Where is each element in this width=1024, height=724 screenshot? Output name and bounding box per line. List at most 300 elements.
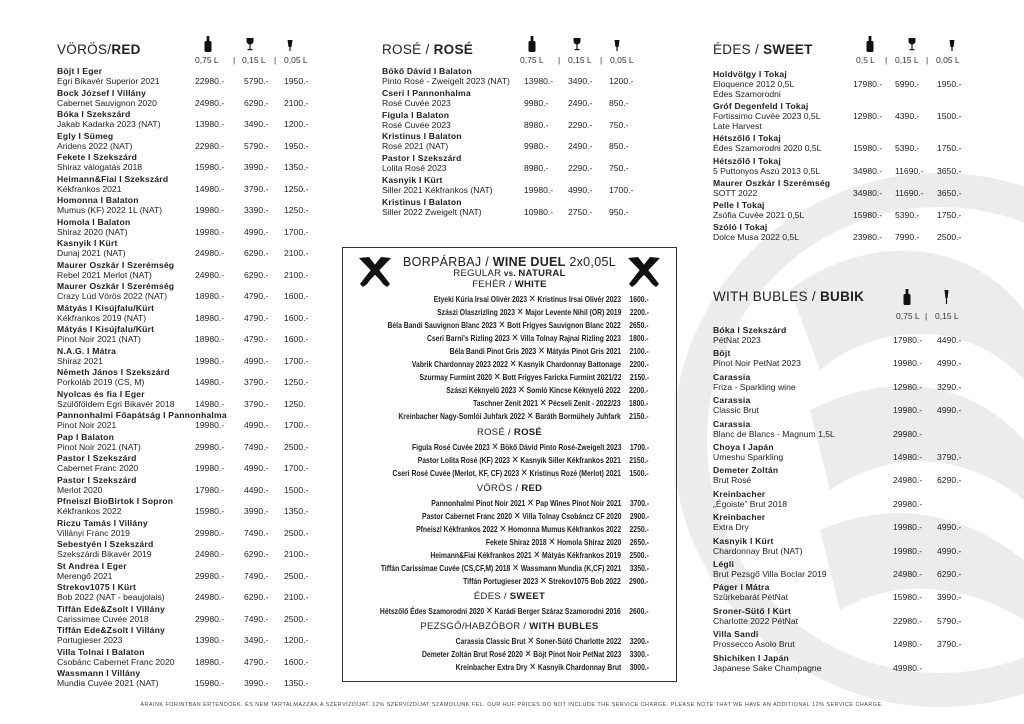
price-bottle: 19980.- (893, 358, 923, 369)
wine-name: Crazy Lúd Vörös 2022 (NAT) (57, 291, 168, 302)
duel-row (419, 372, 658, 383)
producer-name: Kasnyik I Kürt (382, 175, 443, 185)
price-bottle: 14980.- (893, 639, 923, 650)
service-charge-footer: ÁRAINK FORINTBAN ÉRTENDŐEK. ÉS NEM TARTALMAZZÁK A SZERVÍZDÍJAT. 12% SZERVÍZDÍJAT SZÁMOLUNK FEL. OUR HUF PRICES DO NOT INCLUDE THE SERVICE CHARGE. PLEASE NOTE THAT WE HAVE AN ADDITIONAL 12% SERVICE CHARGE. (140, 702, 884, 708)
producer-name: Heimann&Fiai I Szekszárd (57, 173, 169, 184)
price-glass: 5390.- (895, 143, 920, 154)
producer-name: Böjt I Eger (57, 66, 103, 76)
price-bottle: 19980.- (195, 355, 225, 366)
wine-glass-icon (908, 38, 916, 51)
producer-name: Homola I Balaton (57, 216, 131, 227)
price-glass: 3990.- (937, 592, 962, 603)
wine-name: Brut Rosé (713, 475, 752, 486)
wine-entry (713, 133, 962, 154)
wine-entry (382, 175, 634, 196)
wine-name: Chardonnay Brut (NAT) (713, 545, 803, 556)
size-label-glass: 0,15 L (935, 311, 959, 321)
price-bottle: 13980.- (524, 76, 554, 86)
versus-x-icon: ✕ (509, 359, 517, 371)
producer-name: Carassia (713, 371, 751, 382)
price-bottle: 29980.- (195, 527, 225, 538)
producer-name: Wassmann I Villány (57, 668, 141, 678)
red-title-en: RED (111, 42, 141, 57)
price-shot: 1750.- (937, 143, 962, 154)
wine-name: Porkoláb 2019 (CS, M) (57, 377, 145, 388)
price-glass: 4990.- (937, 545, 962, 556)
wine-entry (57, 431, 309, 452)
price-bottle: 10980.- (524, 206, 554, 217)
versus-x-icon: ✕ (499, 523, 507, 535)
wine-glass-icon (573, 38, 581, 51)
price-shot: 1700.- (609, 185, 634, 195)
bubles-title-en: WITH BUBLES / (713, 289, 820, 304)
duel-price: 1500.- (629, 468, 649, 478)
price-bottle: 14980.- (195, 377, 225, 387)
wine-entry (713, 177, 962, 198)
price-glass: 7490.- (244, 527, 269, 538)
duel-regular-wine: Szászi Olaszrizling 2023 (436, 308, 515, 318)
price-glass: 2490.- (568, 141, 593, 152)
price-shot: 1600.- (284, 291, 309, 301)
price-shot: 1500.- (284, 484, 309, 495)
price-shot: 1250.- (284, 377, 309, 387)
price-glass: 3990.- (244, 678, 269, 688)
bottle-icon (866, 36, 874, 52)
duel-regular-wine: Pastor Lolita Rosé (KF) 2023 (417, 455, 511, 465)
duel-row (434, 294, 658, 305)
wine-entry (713, 222, 962, 243)
duel-regular-wine: Vabrik Chardonnay 2023 2022 (411, 360, 508, 370)
wine-name: Villányi Franc 2019 (57, 527, 130, 538)
wine-entry (57, 603, 309, 624)
rose-section-title (382, 42, 473, 57)
size-label-bottle: 0,75 L (520, 55, 544, 65)
duel-price: 2600.- (629, 607, 649, 616)
price-bottle: 13980.- (195, 635, 225, 645)
price-bottle: 17980.- (195, 484, 225, 495)
price-shot: 1250.- (284, 183, 309, 194)
duel-row (380, 606, 658, 617)
duel-price: 1700.- (629, 442, 649, 452)
wine-name: Blanc de Blancs - Magnum 1,5L (713, 428, 835, 439)
duel-natural-wine: Homonna Mumus Kékfrankos 2022 (508, 524, 622, 534)
versus-x-icon: ✕ (513, 510, 521, 522)
wine-name: Lolita Rosé 2023 (382, 163, 447, 174)
wine-name: Rosé Cuvée 2023 (382, 119, 451, 130)
duel-natural-wine: Somló Kincse Kéknyelű 2022 (526, 386, 622, 396)
bottle-icon (204, 36, 212, 52)
duel-section-heading (343, 427, 676, 438)
wine-name-extra: Édes Szamorodni (713, 89, 781, 100)
wine-duel-subtitle (343, 268, 676, 279)
duel-title-hu: BORPÁRBAJ / (403, 255, 493, 269)
versus-x-icon: ✕ (533, 549, 541, 561)
price-glass: 11690.- (895, 165, 924, 176)
price-bottle: 19980.- (893, 522, 923, 533)
duel-regular-wine: Taschner Zenit 2021 (473, 399, 539, 409)
producer-name: Mátyás I Kisújfalu/Kürt (57, 324, 155, 334)
producer-name: Páger I Mátra (713, 582, 770, 593)
producer-name: Légli (713, 559, 735, 569)
duel-regular-wine: Carassia Classic Brut (455, 637, 526, 647)
duel-section-en: WHITE (514, 279, 547, 290)
producer-name: Kreinbacher (713, 512, 766, 523)
price-glass: 5790.- (244, 140, 269, 151)
wine-name: Szürkebarát PétNat (713, 592, 788, 603)
wine-entry (713, 200, 962, 221)
producer-name: Pelle I Tokaj (713, 200, 765, 210)
producer-name: Homonna I Balaton (57, 195, 139, 205)
wine-name: Dolce Musa 2022 0,5L (713, 232, 799, 243)
price-glass: 6290.- (244, 97, 269, 108)
price-shot: 2500.- (284, 527, 309, 538)
duel-price: 3300.- (629, 650, 649, 660)
duel-section-hu: PEZSGŐ/HABZÓBOR / (420, 621, 530, 633)
price-glass: 3990.- (244, 506, 269, 516)
producer-name: Bóka I Szekszárd (713, 325, 787, 335)
price-glass: 4990.- (244, 420, 269, 430)
price-shot: 2100.- (284, 549, 309, 559)
price-bottle: 29980.- (893, 428, 923, 439)
wine-name: Portugieser 2023 (57, 635, 123, 646)
duel-natural-wine: Kasnyik Chardonnay Battonage (518, 360, 622, 370)
wine-name: PétNat 2023 (713, 335, 761, 346)
price-glass: 3790.- (244, 398, 269, 409)
duel-row (416, 524, 658, 535)
price-bottle: 15980.- (853, 210, 883, 220)
price-shot: 1750.- (937, 210, 962, 220)
wine-entry (713, 652, 923, 673)
duel-price: 2200.- (629, 360, 649, 370)
wine-glass-icon (246, 38, 254, 51)
price-bottle: 29980.- (893, 498, 923, 509)
duel-regular-wine: Figula Rosé Cuvée 2023 (411, 442, 490, 452)
price-bottle: 15980.- (195, 162, 225, 172)
price-shot: 1950.- (284, 140, 309, 151)
producer-name: Pastor I Szekszárd (57, 474, 137, 485)
duel-price: 2900.- (629, 511, 649, 521)
duel-row (399, 411, 658, 422)
duel-row (412, 359, 658, 370)
duel-regular-wine: Pannonhalmi Pinot Noir 2021 (430, 498, 525, 508)
duel-section-en: WITH BUBLES (529, 621, 599, 633)
versus-x-icon: ✕ (491, 441, 499, 453)
wine-name: Merlot 2020 (57, 484, 103, 495)
producer-name: Pap I Balaton (57, 431, 115, 442)
price-glass: 4990.- (244, 355, 269, 366)
price-glass: 4990.- (937, 358, 962, 369)
price-shot: 1600.- (284, 312, 309, 323)
wine-entry (57, 195, 309, 216)
price-bottle: 18980.- (195, 312, 225, 323)
price-bottle: 12980.- (853, 111, 883, 122)
price-shot: 3650.- (937, 165, 962, 176)
price-glass: 3390.- (244, 205, 269, 215)
size-label-glass: 0,15 L (568, 55, 592, 65)
duel-row (486, 537, 658, 548)
wine-entry (57, 302, 309, 323)
wine-entry (57, 367, 309, 388)
duel-row (447, 385, 658, 396)
wine-name: Aridens 2022 (NAT) (57, 140, 133, 151)
sweet-title-en: SWEET (763, 42, 813, 57)
versus-x-icon: ✕ (526, 497, 534, 509)
price-shot: 850.- (609, 141, 629, 152)
duel-row (430, 550, 658, 561)
wine-entry (57, 539, 309, 560)
producer-name: Sebestyén I Szekszárd (57, 539, 154, 549)
price-bottle: 9980.- (524, 141, 549, 152)
wine-name: Eloquence 2012 0,5L (713, 79, 795, 90)
producer-name: Böjt (713, 348, 731, 359)
duel-price: 2200.- (629, 308, 649, 318)
price-bottle: 9980.- (524, 97, 549, 108)
price-glass: 2750.- (568, 206, 593, 217)
wine-entry (57, 410, 309, 431)
price-shot: 1700.- (284, 355, 309, 366)
price-glass: 7490.- (244, 570, 269, 581)
versus-x-icon: ✕ (511, 562, 519, 574)
versus-x-icon: ✕ (540, 575, 548, 587)
versus-x-icon: ✕ (526, 411, 534, 423)
price-bottle: 24980.- (195, 248, 225, 258)
wine-entry (57, 324, 309, 345)
producer-name: Kasnyik I Kürt (57, 238, 118, 248)
duel-regular-wine: Heimann&Fiai Kékfrankos 2021 (430, 550, 532, 560)
wine-entry (57, 216, 309, 237)
producer-name: Cseri I Pannonhalma (382, 87, 471, 98)
wine-name: Szekszárdi Bikavér 2019 (57, 549, 152, 560)
price-bottle: 19980.- (195, 420, 225, 430)
wine-name: 5 Puttonyos Aszú 2013 0,5L (713, 165, 821, 176)
producer-name: Villa Sandi (713, 629, 759, 640)
price-glass: 3490.- (244, 635, 269, 645)
price-glass: 4490.- (244, 484, 269, 495)
producer-name: Fekete I Szekszárd (57, 152, 138, 162)
price-bottle: 18980.- (195, 334, 225, 344)
versus-x-icon: ✕ (528, 662, 536, 674)
duel-price: 2250.- (629, 524, 649, 534)
duel-regular-wine: Tiffán Carissimae Cuvée (CS,CF,M) 2018 (380, 563, 511, 573)
wine-name: Mundia Cuvée 2021 (NAT) (57, 678, 159, 689)
shot-glass-icon (614, 40, 620, 51)
duel-regular-wine: Cseri Rosé Cuvée (Merlot, KF, CF) 2023 (392, 468, 520, 478)
duel-price: 1800.- (629, 334, 649, 344)
duel-section-hu: VÖRÖS / (476, 482, 522, 494)
price-shot: 1950.- (937, 79, 962, 89)
price-bottle: 17980.- (853, 79, 883, 89)
duel-subtitle-vs: vs. (501, 269, 519, 278)
wine-entry (57, 388, 306, 409)
duel-title-en: WINE DUEL (492, 255, 566, 269)
duel-natural-wine: Karádi Berger Száraz Szamorodni 2016 (494, 607, 622, 616)
duel-regular-wine: Pastor Cabernet Franc 2020 (421, 511, 512, 521)
duel-regular-wine: Etyeki Kúria Irsai Olivér 2023 (433, 295, 528, 304)
wine-entry (57, 87, 309, 108)
price-bottle: 18980.- (195, 656, 225, 667)
versus-x-icon: ✕ (511, 454, 519, 466)
duel-section-hu: ÉDES / (473, 591, 510, 602)
producer-name: Shichiken I Japán (713, 652, 789, 663)
duel-regular-wine: Béla Bandi Sauvignon Blanc 2023 (387, 321, 497, 331)
duel-row (431, 498, 658, 509)
wine-entry (713, 101, 962, 132)
price-glass: 7490.- (244, 613, 269, 624)
duel-natural-wine: Pap Wines Pinot Noir 2021 (535, 498, 622, 508)
versus-x-icon: ✕ (526, 636, 534, 648)
price-bottle: 22980.- (893, 615, 923, 626)
producer-name: Strekov1075 I Kürt (57, 582, 137, 592)
wine-name: Zsófia Cuvée 2021 0,5L (713, 210, 805, 221)
rose-title-hu: ROSÉ / (382, 42, 434, 57)
wine-name: Kékfrankos 2019 (NAT) (57, 312, 147, 323)
price-shot: 1350.- (284, 678, 309, 688)
price-glass: 4790.- (244, 312, 269, 323)
wine-entry (713, 605, 962, 626)
wine-entry (713, 559, 962, 580)
wine-entry (713, 488, 923, 509)
producer-name: Kreinbacher (713, 488, 766, 499)
wine-entry (713, 348, 962, 369)
duel-row (381, 563, 658, 574)
wine-name: Merengő 2021 (57, 570, 113, 581)
wine-name: Szülőföldem Egri Bikavér 2018 (57, 398, 175, 409)
wine-name: Pinot Noir 2021 (NAT) (57, 441, 141, 452)
price-bottle: 34980.- (853, 165, 883, 176)
duel-price: 1800.- (629, 399, 649, 409)
wine-name: Siller 2021 Kékfrankos (NAT) (382, 185, 493, 196)
duel-title-size: 2x0,05L (565, 255, 616, 269)
wine-entry (57, 582, 309, 603)
duel-natural-wine: Soner-Sütő Charlotte 2022 (535, 637, 622, 647)
duel-row (463, 576, 658, 587)
price-glass: 4390.- (895, 111, 920, 122)
price-glass: 3290.- (937, 381, 962, 392)
wine-name: Friza - Sparkling wine (713, 381, 796, 392)
background-logo-icon (640, 80, 1024, 724)
price-shot: 2500.- (937, 232, 962, 243)
versus-x-icon: ✕ (518, 385, 526, 397)
duel-natural-wine: Bökő Dávid Pinto Rosé-Zweigelt 2023 (499, 442, 622, 452)
price-glass: 3790.- (937, 639, 962, 650)
size-label-bottle: 0,75 L (896, 311, 920, 321)
price-bottle: 24980.- (195, 549, 225, 559)
price-shot: 2500.- (284, 613, 309, 624)
producer-name: Pannonhalmi Főapátság I Pannonhalma (57, 410, 227, 420)
wine-entry (57, 474, 309, 495)
price-glass: 4790.- (244, 334, 269, 344)
price-glass: 11690.- (895, 187, 924, 198)
price-bottle: 8980.- (524, 119, 549, 130)
wine-name: Cabernet Sauvignon 2020 (57, 97, 157, 108)
wine-entry (57, 517, 309, 538)
producer-name: Sroner-Sütő I Kürt (713, 605, 792, 616)
producer-name: Maurer Oszkár I Szerémség (713, 177, 831, 188)
price-glass: 4990.- (244, 463, 269, 473)
price-shot: 950.- (609, 206, 629, 217)
wine-name: Dunaj 2021 (NAT) (57, 248, 126, 259)
bottle-icon (903, 289, 911, 305)
duel-row (393, 468, 658, 479)
duel-regular-wine: Demeter Zoltán Brut Rosé 2020 (421, 650, 523, 660)
wine-entry (382, 153, 629, 174)
price-bottle: 19980.- (893, 405, 923, 416)
duel-section-en: ROSÉ (513, 426, 543, 438)
price-bottle: 22980.- (195, 76, 225, 86)
producer-name: Maurer Oszkár I Szerémség (57, 259, 175, 270)
wine-entry (57, 625, 309, 646)
price-glass: 4990.- (937, 522, 962, 533)
duel-subtitle-natural: NATURAL (518, 268, 566, 279)
producer-name: Pfneiszl BioBirtok I Sopron (57, 496, 174, 506)
producer-name: Villa Tolnai I Balaton (57, 646, 145, 657)
sweet-title-hu: ÉDES / (713, 42, 764, 57)
price-shot: 1200.- (609, 76, 634, 86)
duel-row (422, 511, 658, 522)
price-shot: 2100.- (284, 269, 309, 280)
wine-entry (713, 465, 962, 486)
price-bottle: 29980.- (195, 441, 225, 452)
price-bottle: 19980.- (195, 205, 225, 215)
duel-natural-wine: Bott Frigyes Faricka Furmint 2021/22 (502, 373, 622, 383)
red-title-hu: VÖRÖS/ (57, 42, 112, 57)
wine-duel-title (343, 255, 676, 269)
duel-row (474, 398, 658, 409)
duel-regular-wine: Fekete Shiraz 2018 (485, 537, 547, 547)
wine-name: SOTT 2022 (713, 187, 758, 198)
duel-section-heading (343, 591, 676, 602)
wine-entry (713, 69, 962, 100)
duel-price: 2150.- (629, 455, 649, 465)
wine-name: Rosé Cuvée 2023 (382, 97, 451, 108)
price-glass: 6290.- (937, 475, 962, 486)
duel-price: 2150.- (629, 412, 649, 422)
producer-name: Szóló I Tokaj (713, 222, 768, 233)
price-shot: 3650.- (937, 187, 962, 198)
price-glass: 2290.- (568, 119, 593, 130)
duel-regular-wine: Szurmay Furmint 2020 (419, 373, 492, 383)
price-shot: 1700.- (284, 463, 309, 473)
producer-name: Nyolcas és fia I Eger (57, 388, 145, 399)
wine-name-extra: Late Harvest (713, 121, 762, 132)
price-glass: 5790.- (937, 615, 962, 626)
wine-entry (57, 109, 309, 130)
duel-natural-wine: Strekov1075 Bob 2022 (548, 576, 622, 586)
producer-name: Pastor I Szekszárd (57, 453, 137, 463)
size-label-glass: 0,15 L (242, 55, 266, 65)
wine-entry (713, 582, 962, 603)
price-glass: 3790.- (244, 183, 269, 194)
producer-name: Hétszőlő I Tokaj (713, 155, 781, 166)
size-label-shot: 0,05 L (936, 55, 960, 65)
duel-section-en: RED (521, 482, 543, 494)
duel-natural-wine: Kasnyik Chardonnay Brut (537, 663, 622, 673)
price-shot: 750.- (609, 119, 629, 130)
price-bottle: 19980.- (893, 545, 923, 556)
red-section-title (57, 42, 141, 57)
producer-name: Kristinus I Balaton (382, 131, 462, 142)
bubles-title-hu: BUBIK (819, 289, 865, 304)
duel-regular-wine: Cseri Barni's Rizling 2023 (427, 334, 510, 344)
price-glass: 3790.- (937, 452, 962, 462)
duel-price: 2650.- (629, 537, 649, 547)
price-bottle: 24980.- (893, 475, 923, 486)
wine-entry (57, 646, 309, 667)
wine-name: Csobánc Cabernet Franc 2020 (57, 656, 175, 667)
price-glass: 6290.- (244, 549, 269, 559)
price-shot: 1350.- (284, 506, 309, 516)
producer-name: Demeter Zoltán (713, 465, 779, 476)
